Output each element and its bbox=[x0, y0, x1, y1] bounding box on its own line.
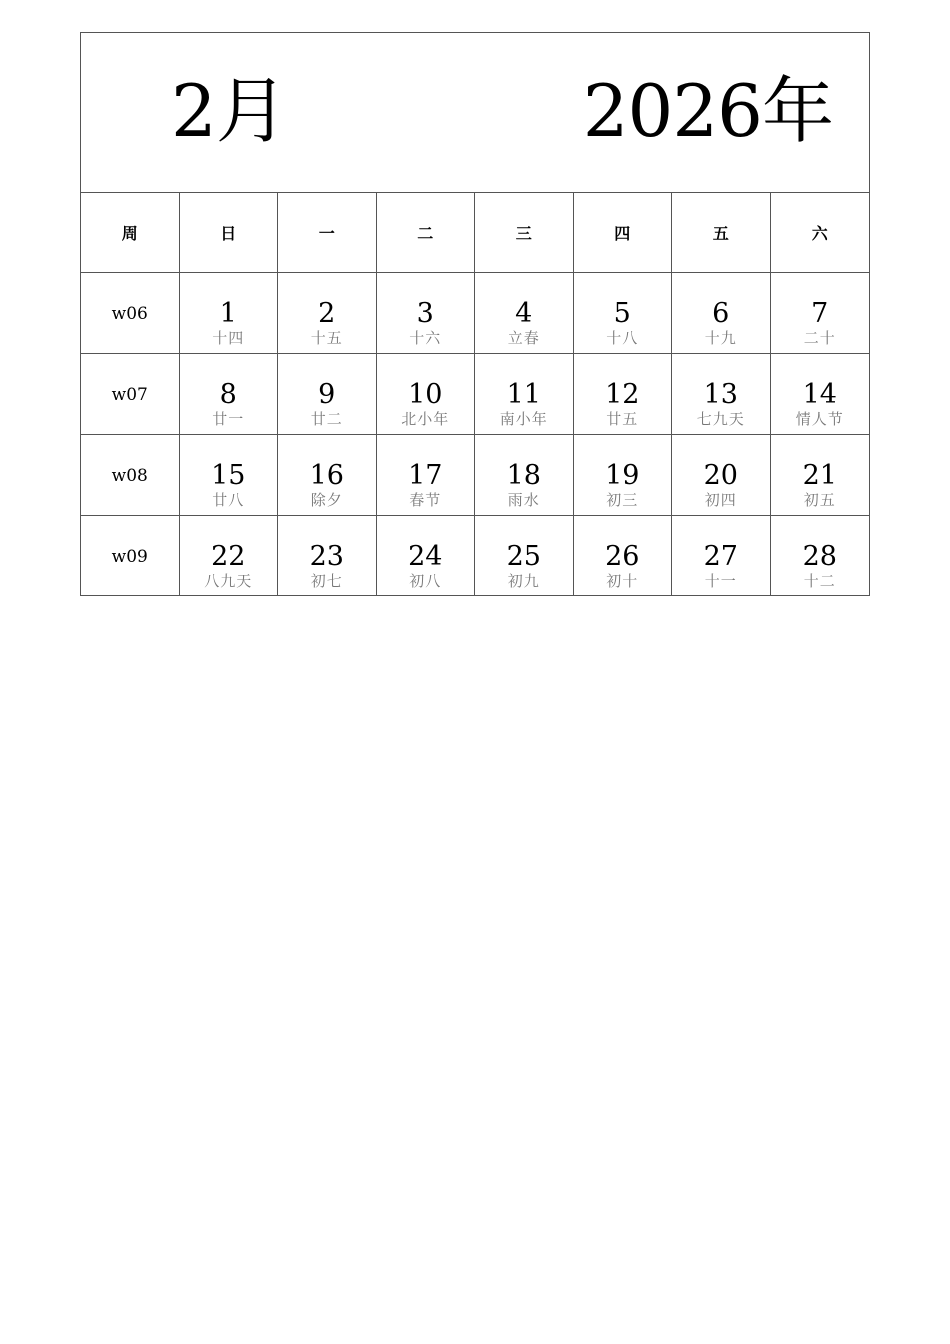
day-cell bbox=[475, 354, 574, 434]
day-number: 1 bbox=[219, 298, 237, 329]
lunar-date: 七九天 bbox=[696, 410, 745, 428]
day-number: 17 bbox=[408, 460, 443, 491]
day-number: 25 bbox=[506, 541, 541, 572]
weekday-header-row bbox=[81, 193, 869, 273]
week-number: w07 bbox=[81, 354, 180, 434]
day-number: 18 bbox=[506, 460, 541, 491]
weekday-friday: 五 bbox=[672, 193, 771, 272]
day-cell bbox=[475, 435, 574, 515]
day-cell bbox=[278, 516, 377, 595]
day-cell bbox=[180, 273, 279, 353]
day-cell bbox=[278, 273, 377, 353]
day-number: 2 bbox=[318, 298, 336, 329]
day-cell bbox=[377, 435, 476, 515]
lunar-date: 雨水 bbox=[507, 491, 540, 509]
day-number: 16 bbox=[309, 460, 344, 491]
lunar-date: 二十 bbox=[803, 329, 836, 347]
lunar-date: 初九 bbox=[507, 572, 540, 590]
day-cell bbox=[672, 435, 771, 515]
day-number: 23 bbox=[309, 541, 344, 572]
week-number: w08 bbox=[81, 435, 180, 515]
day-number: 6 bbox=[712, 298, 730, 329]
day-number: 4 bbox=[515, 298, 533, 329]
lunar-date: 初七 bbox=[310, 572, 343, 590]
lunar-date: 廿二 bbox=[310, 410, 343, 428]
day-cell bbox=[278, 435, 377, 515]
day-number: 22 bbox=[211, 541, 246, 572]
day-cell bbox=[475, 273, 574, 353]
day-number: 3 bbox=[416, 298, 434, 329]
day-cell bbox=[672, 354, 771, 434]
week-row bbox=[81, 273, 869, 354]
day-number: 15 bbox=[211, 460, 246, 491]
day-cell bbox=[672, 273, 771, 353]
day-cell bbox=[278, 354, 377, 434]
day-cell bbox=[672, 516, 771, 595]
day-number: 28 bbox=[802, 541, 837, 572]
day-number: 27 bbox=[703, 541, 738, 572]
week-row bbox=[81, 354, 869, 435]
day-number: 5 bbox=[613, 298, 631, 329]
day-number: 14 bbox=[802, 379, 837, 410]
lunar-date: 廿一 bbox=[212, 410, 245, 428]
weekday-thursday: 四 bbox=[574, 193, 673, 272]
lunar-date: 初十 bbox=[606, 572, 639, 590]
day-cell bbox=[574, 435, 673, 515]
day-number: 7 bbox=[811, 298, 829, 329]
day-cell bbox=[475, 516, 574, 595]
lunar-date: 初八 bbox=[409, 572, 442, 590]
weekday-monday: 一 bbox=[278, 193, 377, 272]
day-cell bbox=[771, 354, 870, 434]
lunar-date: 初四 bbox=[704, 491, 737, 509]
day-cell bbox=[771, 516, 870, 595]
day-cell bbox=[377, 516, 476, 595]
month-title: 2月 bbox=[171, 69, 287, 153]
weekday-week-label: 周 bbox=[81, 193, 180, 272]
day-cell bbox=[574, 354, 673, 434]
day-cell bbox=[574, 516, 673, 595]
day-cell bbox=[377, 273, 476, 353]
day-cell bbox=[180, 354, 279, 434]
day-number: 13 bbox=[703, 379, 738, 410]
day-cell bbox=[180, 516, 279, 595]
lunar-date: 廿八 bbox=[212, 491, 245, 509]
lunar-date: 廿五 bbox=[606, 410, 639, 428]
weekday-wednesday: 三 bbox=[475, 193, 574, 272]
day-cell bbox=[180, 435, 279, 515]
week-number: w09 bbox=[81, 516, 180, 595]
day-cell bbox=[377, 354, 476, 434]
weekday-sunday: 日 bbox=[180, 193, 279, 272]
lunar-date: 春节 bbox=[409, 491, 442, 509]
weekday-saturday: 六 bbox=[811, 224, 828, 243]
lunar-date: 十八 bbox=[606, 329, 639, 347]
week-row bbox=[81, 435, 869, 516]
day-number: 10 bbox=[408, 379, 443, 410]
lunar-date: 南小年 bbox=[499, 410, 548, 428]
lunar-date: 初三 bbox=[606, 491, 639, 509]
day-number: 20 bbox=[703, 460, 738, 491]
lunar-date: 十六 bbox=[409, 329, 442, 347]
day-number: 24 bbox=[408, 541, 443, 572]
lunar-date: 情人节 bbox=[795, 410, 844, 428]
lunar-date: 十二 bbox=[803, 572, 836, 590]
day-number: 19 bbox=[605, 460, 640, 491]
day-number: 21 bbox=[802, 460, 837, 491]
day-cell bbox=[771, 435, 870, 515]
lunar-date: 十五 bbox=[310, 329, 343, 347]
lunar-date: 八九天 bbox=[204, 572, 253, 590]
lunar-date: 除夕 bbox=[310, 491, 343, 509]
year-title: 2026年 bbox=[582, 69, 833, 153]
lunar-date: 初五 bbox=[803, 491, 836, 509]
calendar-header bbox=[81, 33, 869, 193]
lunar-date: 十九 bbox=[704, 329, 737, 347]
week-number: w06 bbox=[81, 273, 180, 353]
day-cell bbox=[574, 273, 673, 353]
day-number: 26 bbox=[605, 541, 640, 572]
lunar-date: 十四 bbox=[212, 329, 245, 347]
weekday-tuesday: 二 bbox=[377, 193, 476, 272]
day-number: 11 bbox=[506, 379, 541, 410]
day-number: 8 bbox=[219, 379, 237, 410]
day-cell bbox=[771, 273, 870, 353]
lunar-date: 北小年 bbox=[401, 410, 450, 428]
day-number: 9 bbox=[318, 379, 336, 410]
week-row bbox=[81, 516, 869, 595]
lunar-date: 十一 bbox=[704, 572, 737, 590]
calendar-sheet bbox=[80, 32, 870, 596]
day-number: 12 bbox=[605, 379, 640, 410]
lunar-date: 立春 bbox=[507, 329, 540, 347]
